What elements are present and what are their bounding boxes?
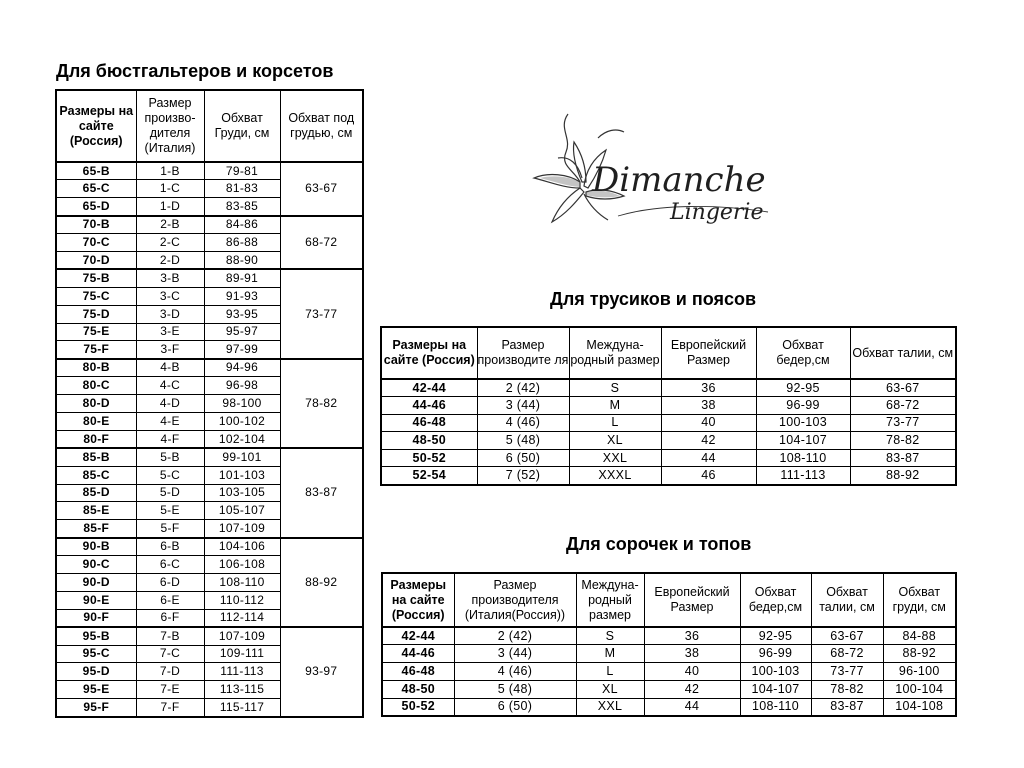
shirts-bust-cell: 104-108 [883,698,956,716]
shirts-header-eu-size: Европейский Размер [644,573,740,627]
panties-intl-size-cell: XL [569,432,661,450]
bra-maker-size-cell: 5-E [136,502,204,520]
bra-site-size-cell: 85-E [56,502,136,520]
panties-eu-size-cell: 42 [661,432,756,450]
panties-table-title: Для трусиков и поясов [550,289,757,309]
table-row [56,216,363,234]
table-row [381,414,956,432]
shirts-waist-cell: 68-72 [811,645,883,663]
shirts-maker-size-cell: 5 (48) [454,680,576,698]
bra-site-size-cell: 90-E [56,591,136,609]
bra-site-size-cell: 95-E [56,681,136,699]
bra-bust-cell: 96-98 [204,377,280,395]
shirts-size-table [381,572,957,717]
bra-site-size-cell: 95-D [56,663,136,681]
bra-size-group [56,216,363,270]
table-row [56,538,363,556]
bra-maker-size-cell: 1-D [136,198,204,216]
bra-bust-cell: 104-106 [204,538,280,556]
bra-maker-size-cell: 4-B [136,359,204,377]
bra-maker-size-cell: 3-B [136,269,204,287]
bra-header-site-size: Размеры на сайте (Россия) [56,90,136,162]
table-row [382,698,956,716]
bra-maker-size-cell: 2-C [136,234,204,252]
shirts-eu-size-cell: 36 [644,627,740,645]
shirts-hips-cell: 100-103 [740,663,811,681]
bra-underbust-cell: 93-97 [280,627,363,716]
bra-bust-cell: 112-114 [204,609,280,627]
shirts-intl-size-cell: S [576,627,644,645]
bra-maker-size-cell: 4-D [136,395,204,413]
bra-bust-cell: 79-81 [204,162,280,180]
bra-bust-cell: 89-91 [204,269,280,287]
panties-waist-cell: 63-67 [850,379,956,397]
panties-header-intl-size: Междуна-родный размер [569,327,661,379]
panties-eu-size-cell: 38 [661,397,756,415]
table-row [56,627,363,645]
panties-maker-size-cell: 4 (46) [477,414,569,432]
panties-site-size-cell: 48-50 [381,432,477,450]
bra-site-size-cell: 95-B [56,627,136,645]
shirts-site-size-cell: 42-44 [382,627,454,645]
bra-bust-cell: 108-110 [204,573,280,591]
shirts-header-waist: Обхват талии, см [811,573,883,627]
bra-bust-cell: 81-83 [204,180,280,198]
panties-eu-size-cell: 40 [661,414,756,432]
bra-maker-size-cell: 2-D [136,251,204,269]
bra-maker-size-cell: 7-E [136,681,204,699]
bra-size-group [56,162,363,216]
bra-bust-cell: 102-104 [204,430,280,448]
shirts-site-size-cell: 50-52 [382,698,454,716]
bra-maker-size-cell: 6-F [136,609,204,627]
table-row [56,448,363,466]
panties-maker-size-cell: 2 (42) [477,379,569,397]
table-row [382,680,956,698]
bra-header-underbust: Обхват под грудью, см [280,90,363,162]
panties-header-waist: Обхват талии, см [850,327,956,379]
bra-bust-cell: 107-109 [204,520,280,538]
shirts-maker-size-cell: 4 (46) [454,663,576,681]
panties-site-size-cell: 52-54 [381,467,477,485]
panties-site-size-cell: 46-48 [381,414,477,432]
bra-header-bust: Обхват Груди, см [204,90,280,162]
bra-site-size-cell: 80-D [56,395,136,413]
shirts-eu-size-cell: 40 [644,663,740,681]
shirts-bust-cell: 100-104 [883,680,956,698]
shirts-bust-cell: 96-100 [883,663,956,681]
bra-site-size-cell: 80-C [56,377,136,395]
shirts-hips-cell: 108-110 [740,698,811,716]
panties-header-site-size: Размеры на сайте (Россия) [381,327,477,379]
bra-size-group [56,627,363,716]
table-row [381,432,956,450]
bra-maker-size-cell: 7-C [136,645,204,663]
shirts-bust-cell: 84-88 [883,627,956,645]
bra-site-size-cell: 70-B [56,216,136,234]
bra-site-size-cell: 80-F [56,430,136,448]
bra-maker-size-cell: 4-E [136,412,204,430]
bra-bust-cell: 99-101 [204,448,280,466]
shirts-site-size-cell: 46-48 [382,663,454,681]
bra-site-size-cell: 65-C [56,180,136,198]
bra-maker-size-cell: 7-B [136,627,204,645]
panties-maker-size-cell: 3 (44) [477,397,569,415]
panties-eu-size-cell: 36 [661,379,756,397]
bra-bust-cell: 105-107 [204,502,280,520]
shirts-table-title: Для сорочек и топов [566,534,752,554]
bra-site-size-cell: 85-D [56,484,136,502]
shirts-hips-cell: 96-99 [740,645,811,663]
shirts-header-site-size: Размеры на сайте (Россия) [382,573,454,627]
panties-eu-size-cell: 44 [661,449,756,467]
bra-bust-cell: 101-103 [204,466,280,484]
bra-maker-size-cell: 4-C [136,377,204,395]
bra-maker-size-cell: 5-D [136,484,204,502]
panties-eu-size-cell: 46 [661,467,756,485]
bra-maker-size-cell: 3-C [136,287,204,305]
bra-maker-size-cell: 5-F [136,520,204,538]
shirts-intl-size-cell: L [576,663,644,681]
table-row [382,627,956,645]
bra-bust-cell: 93-95 [204,305,280,323]
panties-intl-size-cell: M [569,397,661,415]
panties-maker-size-cell: 7 (52) [477,467,569,485]
table-row [382,645,956,663]
shirts-waist-cell: 78-82 [811,680,883,698]
bra-bust-cell: 91-93 [204,287,280,305]
shirts-eu-size-cell: 42 [644,680,740,698]
shirts-intl-size-cell: M [576,645,644,663]
shirts-waist-cell: 73-77 [811,663,883,681]
bra-bust-cell: 109-111 [204,645,280,663]
table-row [381,467,956,485]
bra-bust-cell: 86-88 [204,234,280,252]
bra-underbust-cell: 68-72 [280,216,363,270]
bra-bust-cell: 107-109 [204,627,280,645]
bra-bust-cell: 94-96 [204,359,280,377]
bra-underbust-cell: 73-77 [280,269,363,358]
panties-waist-cell: 88-92 [850,467,956,485]
panties-intl-size-cell: S [569,379,661,397]
bra-maker-size-cell: 6-D [136,573,204,591]
bra-size-group [56,448,363,537]
bra-bust-cell: 103-105 [204,484,280,502]
shirts-intl-size-cell: XXL [576,698,644,716]
shirts-waist-cell: 63-67 [811,627,883,645]
panties-size-table [380,326,957,486]
bra-site-size-cell: 85-F [56,520,136,538]
table-row [381,449,956,467]
shirts-site-size-cell: 48-50 [382,680,454,698]
panties-hips-cell: 92-95 [756,379,850,397]
panties-hips-cell: 108-110 [756,449,850,467]
panties-waist-cell: 73-77 [850,414,956,432]
bra-site-size-cell: 90-C [56,556,136,574]
shirts-intl-size-cell: XL [576,680,644,698]
bra-site-size-cell: 75-E [56,323,136,341]
table-row [56,269,363,287]
bra-maker-size-cell: 5-B [136,448,204,466]
bra-maker-size-cell: 3-E [136,323,204,341]
bra-site-size-cell: 85-B [56,448,136,466]
panties-header-eu-size: Европейский Размер [661,327,756,379]
panties-maker-size-cell: 6 (50) [477,449,569,467]
shirts-maker-size-cell: 3 (44) [454,645,576,663]
shirts-eu-size-cell: 44 [644,698,740,716]
bra-site-size-cell: 75-C [56,287,136,305]
bra-site-size-cell: 95-C [56,645,136,663]
bra-site-size-cell: 90-D [56,573,136,591]
bra-underbust-cell: 88-92 [280,538,363,627]
logo-sub-text: Lingerie [670,200,764,225]
bra-site-size-cell: 65-B [56,162,136,180]
table-row [381,397,956,415]
bra-site-size-cell: 80-E [56,412,136,430]
panties-header-hips: Обхват бедер,см [756,327,850,379]
bra-size-group [56,359,363,448]
bra-bust-cell: 115-117 [204,699,280,717]
shirts-hips-cell: 104-107 [740,680,811,698]
bra-site-size-cell: 85-C [56,466,136,484]
bra-bust-cell: 113-115 [204,681,280,699]
bra-site-size-cell: 75-D [56,305,136,323]
bra-bust-cell: 106-108 [204,556,280,574]
table-row [382,663,956,681]
bra-maker-size-cell: 7-F [136,699,204,717]
bra-maker-size-cell: 4-F [136,430,204,448]
shirts-site-size-cell: 44-46 [382,645,454,663]
bra-site-size-cell: 80-B [56,359,136,377]
bra-bust-cell: 88-90 [204,251,280,269]
panties-site-size-cell: 42-44 [381,379,477,397]
bra-size-group [56,538,363,627]
shirts-header-bust: Обхват груди, см [883,573,956,627]
table-row [381,379,956,397]
bra-bust-cell: 95-97 [204,323,280,341]
table-row [56,162,363,180]
panties-hips-cell: 104-107 [756,432,850,450]
shirts-eu-size-cell: 38 [644,645,740,663]
logo-brand-text: Dimanche [592,160,766,200]
bra-size-table [55,89,364,718]
bra-maker-size-cell: 2-B [136,216,204,234]
bra-header-maker-size: Размер произво-дителя (Италия) [136,90,204,162]
shirts-bust-cell: 88-92 [883,645,956,663]
bra-site-size-cell: 90-B [56,538,136,556]
panties-waist-cell: 68-72 [850,397,956,415]
bra-site-size-cell: 70-C [56,234,136,252]
panties-hips-cell: 100-103 [756,414,850,432]
bra-site-size-cell: 75-F [56,341,136,359]
bra-bust-cell: 83-85 [204,198,280,216]
table-row [56,359,363,377]
shirts-maker-size-cell: 2 (42) [454,627,576,645]
bra-underbust-cell: 83-87 [280,448,363,537]
bra-bust-cell: 97-99 [204,341,280,359]
panties-intl-size-cell: L [569,414,661,432]
bra-maker-size-cell: 6-B [136,538,204,556]
bra-site-size-cell: 75-B [56,269,136,287]
shirts-maker-size-cell: 6 (50) [454,698,576,716]
panties-site-size-cell: 50-52 [381,449,477,467]
shirts-hips-cell: 92-95 [740,627,811,645]
bra-site-size-cell: 95-F [56,699,136,717]
bra-maker-size-cell: 3-F [136,341,204,359]
panties-intl-size-cell: XXL [569,449,661,467]
bra-bust-cell: 110-112 [204,591,280,609]
panties-waist-cell: 83-87 [850,449,956,467]
dimanche-lingerie-logo [528,108,788,238]
bra-maker-size-cell: 1-C [136,180,204,198]
bra-maker-size-cell: 5-C [136,466,204,484]
bra-site-size-cell: 70-D [56,251,136,269]
bra-table-title: Для бюстгальтеров и корсетов [56,61,334,81]
bra-maker-size-cell: 7-D [136,663,204,681]
panties-header-maker-size: Размер производите ля [477,327,569,379]
panties-maker-size-cell: 5 (48) [477,432,569,450]
panties-hips-cell: 96-99 [756,397,850,415]
bra-maker-size-cell: 1-B [136,162,204,180]
bra-bust-cell: 84-86 [204,216,280,234]
bra-site-size-cell: 65-D [56,198,136,216]
bra-bust-cell: 98-100 [204,395,280,413]
bra-site-size-cell: 90-F [56,609,136,627]
panties-intl-size-cell: XXXL [569,467,661,485]
bra-maker-size-cell: 6-C [136,556,204,574]
bra-size-group [56,269,363,358]
bra-maker-size-cell: 3-D [136,305,204,323]
shirts-header-maker-size: Размер производителя (Италия(Россия)) [454,573,576,627]
bra-underbust-cell: 63-67 [280,162,363,216]
shirts-header-hips: Обхват бедер,см [740,573,811,627]
panties-hips-cell: 111-113 [756,467,850,485]
shirts-header-intl-size: Междуна-родный размер [576,573,644,627]
shirts-waist-cell: 83-87 [811,698,883,716]
bra-underbust-cell: 78-82 [280,359,363,448]
bra-bust-cell: 111-113 [204,663,280,681]
bra-bust-cell: 100-102 [204,412,280,430]
panties-site-size-cell: 44-46 [381,397,477,415]
bra-maker-size-cell: 6-E [136,591,204,609]
panties-waist-cell: 78-82 [850,432,956,450]
